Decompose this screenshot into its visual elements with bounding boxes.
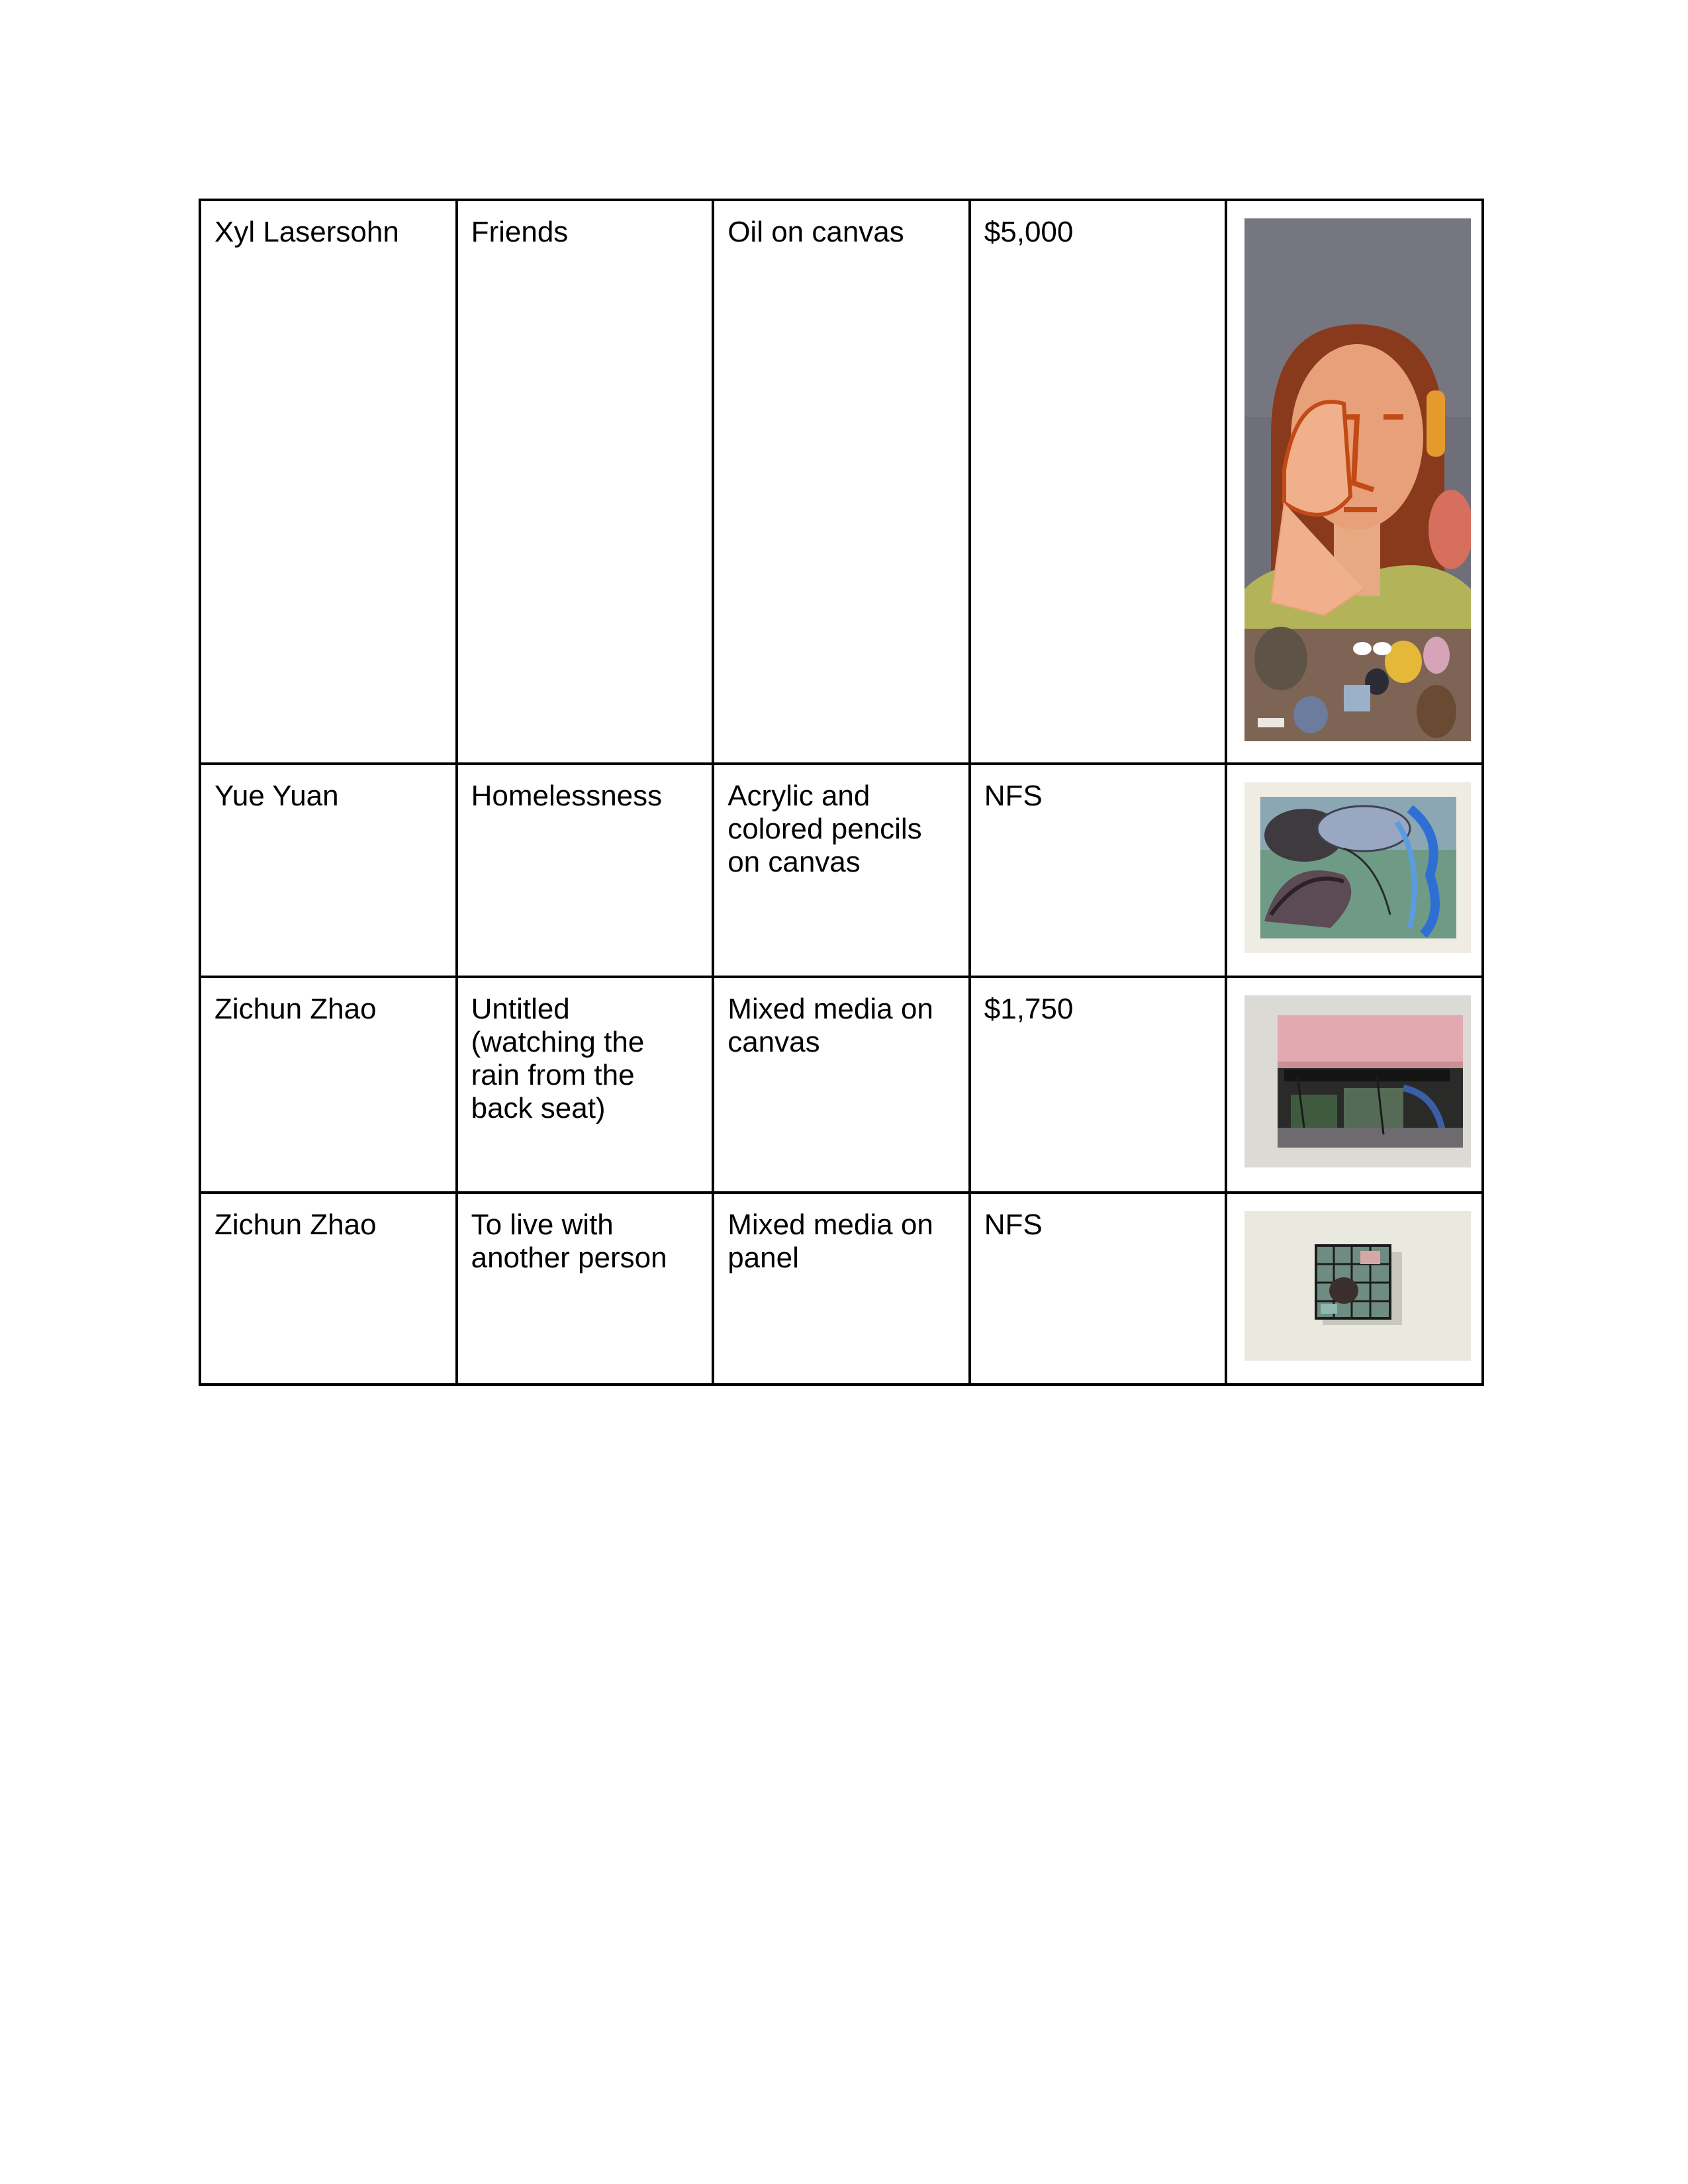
artist-name: Xyl Lasersohn (214, 216, 399, 248)
medium-cell (713, 977, 970, 1193)
table-row (200, 977, 1483, 1193)
table-row (200, 1193, 1483, 1385)
artwork-price: NFS (984, 780, 1043, 812)
artwork-table (199, 199, 1484, 1386)
artwork-title: Homelessness (471, 780, 663, 812)
image-cell (1226, 977, 1483, 1193)
price-cell (970, 1193, 1227, 1385)
title-cell (457, 200, 714, 764)
artist-cell (200, 977, 457, 1193)
artwork-image-to-live (1244, 1211, 1471, 1361)
artist-name: Zichun Zhao (214, 1208, 377, 1241)
title-cell (457, 977, 714, 1193)
price-cell (970, 977, 1227, 1193)
artwork-medium: Mixed media on panel (727, 1208, 933, 1274)
artwork-price: $5,000 (984, 216, 1074, 248)
artist-cell (200, 1193, 457, 1385)
medium-cell (713, 1193, 970, 1385)
artwork-medium: Acrylic and colored pencils on canvas (727, 780, 922, 878)
artwork-medium: Oil on canvas (727, 216, 904, 248)
image-cell (1226, 200, 1483, 764)
artwork-image-homelessness (1244, 782, 1471, 953)
document-page (199, 199, 1481, 1386)
image-cell (1226, 1193, 1483, 1385)
table-row (200, 200, 1483, 764)
artist-cell (200, 200, 457, 764)
price-cell (970, 200, 1227, 764)
artwork-image-untitled (1244, 995, 1471, 1167)
artist-name: Yue Yuan (214, 780, 339, 812)
artist-cell (200, 764, 457, 977)
title-cell (457, 1193, 714, 1385)
price-cell (970, 764, 1227, 977)
medium-cell (713, 200, 970, 764)
artwork-title: Untitled (watching the rain from the back seat) (471, 993, 645, 1124)
title-cell (457, 764, 714, 977)
artwork-title: Friends (471, 216, 569, 248)
artwork-price: $1,750 (984, 993, 1074, 1025)
artwork-image-portrait (1244, 218, 1471, 741)
medium-cell (713, 764, 970, 977)
image-cell (1226, 764, 1483, 977)
artwork-title: To live with another person (471, 1208, 667, 1274)
artist-name: Zichun Zhao (214, 993, 377, 1025)
artwork-medium: Mixed media on canvas (727, 993, 933, 1058)
artwork-price: NFS (984, 1208, 1043, 1241)
table-row (200, 764, 1483, 977)
